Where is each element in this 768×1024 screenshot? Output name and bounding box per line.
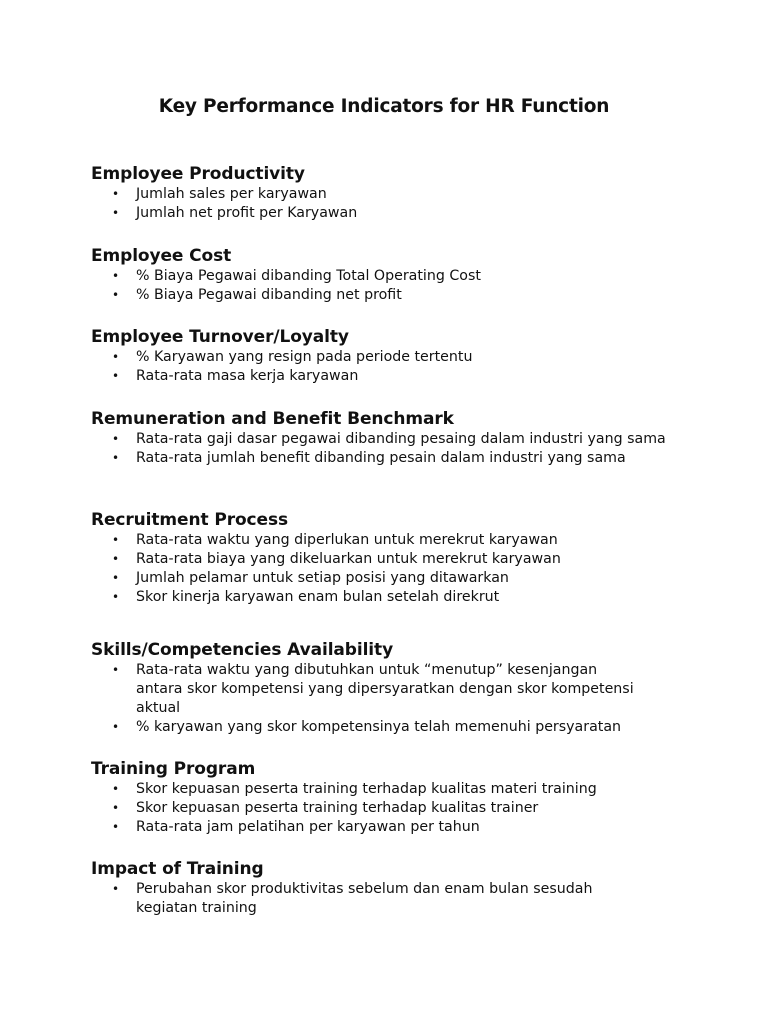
- list-item-text: Rata-rata waktu yang dibutuhkan untuk “menutup” kesenjangan antara skor kompetensi yang dipersyaratkan dengan skor kompetensi aktual: [136, 662, 634, 716]
- section-heading: Impact of Training: [91, 859, 264, 879]
- bullet-icon: •: [112, 288, 120, 302]
- list-item: [91, 661, 636, 718]
- section-skills-competencies: [91, 639, 691, 737]
- section-employee-productivity: [91, 163, 691, 223]
- bullet-icon: •: [112, 269, 120, 283]
- bullet-list: [91, 880, 691, 918]
- bullet-list: [91, 661, 691, 737]
- bullet-icon: •: [112, 432, 120, 446]
- bullet-icon: •: [112, 801, 120, 815]
- bullet-icon: •: [112, 782, 120, 796]
- section-heading: Employee Productivity: [91, 164, 305, 184]
- bullet-list: [91, 780, 691, 837]
- list-item: [91, 449, 678, 468]
- section-recruitment-process: [91, 509, 691, 607]
- list-item-text: Perubahan skor produktivitas sebelum dan enam bulan sesudah kegiatan training: [136, 881, 593, 916]
- list-item: [91, 348, 678, 367]
- bullet-list: [91, 348, 691, 386]
- section-heading: Recruitment Process: [91, 510, 288, 530]
- list-item: [91, 185, 678, 204]
- list-item-text: % Karyawan yang resign pada periode tertentu: [136, 349, 473, 365]
- bullet-icon: •: [112, 571, 120, 585]
- list-item-text: Rata-rata masa kerja karyawan: [136, 368, 359, 384]
- section-employee-cost: [91, 245, 691, 305]
- list-item: [91, 550, 678, 569]
- list-item: [91, 204, 678, 223]
- list-item-text: Jumlah pelamar untuk setiap posisi yang ditawarkan: [136, 570, 509, 586]
- bullet-list: [91, 185, 691, 223]
- bullet-icon: •: [112, 369, 120, 383]
- bullet-icon: •: [112, 820, 120, 834]
- section-remuneration-benchmark: [91, 408, 691, 468]
- section-heading: Training Program: [91, 759, 256, 779]
- bullet-list: [91, 430, 691, 468]
- list-item: [91, 531, 678, 550]
- bullet-icon: •: [112, 663, 120, 677]
- section-training-program: [91, 758, 691, 837]
- section-impact-of-training: [91, 858, 691, 918]
- list-item: [91, 818, 678, 837]
- list-item: [91, 367, 678, 386]
- section-heading: Employee Cost: [91, 246, 232, 266]
- list-item-text: Skor kepuasan peserta training terhadap kualitas materi training: [136, 781, 597, 797]
- bullet-icon: •: [112, 187, 120, 201]
- list-item-text: Jumlah sales per karyawan: [136, 186, 327, 202]
- list-item: [91, 286, 678, 305]
- list-item-text: Rata-rata gaji dasar pegawai dibanding pesaing dalam industri yang sama: [136, 431, 666, 447]
- bullet-icon: •: [112, 552, 120, 566]
- list-item-text: % Biaya Pegawai dibanding net profit: [136, 287, 402, 303]
- list-item: [91, 430, 678, 449]
- bullet-icon: •: [112, 451, 120, 465]
- bullet-icon: •: [112, 590, 120, 604]
- list-item: [91, 880, 636, 918]
- list-item: [91, 718, 696, 737]
- bullet-list: [91, 531, 691, 607]
- list-item: [91, 780, 678, 799]
- list-item: [91, 569, 678, 588]
- bullet-icon: •: [112, 533, 120, 547]
- list-item-text: Skor kepuasan peserta training terhadap kualitas trainer: [136, 800, 539, 816]
- list-item-text: Rata-rata waktu yang diperlukan untuk merekrut karyawan: [136, 532, 558, 548]
- bullet-icon: •: [112, 882, 120, 896]
- list-item: [91, 267, 678, 286]
- bullet-icon: •: [112, 206, 120, 220]
- section-employee-turnover: [91, 326, 691, 386]
- bullet-list: [91, 267, 691, 305]
- list-item-text: Jumlah net profit per Karyawan: [136, 205, 358, 221]
- list-item-text: % karyawan yang skor kompetensinya telah memenuhi persyaratan: [136, 719, 622, 735]
- list-item-text: Skor kinerja karyawan enam bulan setelah direkrut: [136, 589, 500, 605]
- list-item-text: Rata-rata jumlah benefit dibanding pesain dalam industri yang sama: [136, 450, 626, 466]
- list-item: [91, 799, 678, 818]
- list-item-text: Rata-rata biaya yang dikeluarkan untuk merekrut karyawan: [136, 551, 561, 567]
- document-title: Key Performance Indicators for HR Function: [158, 96, 610, 117]
- list-item-text: % Biaya Pegawai dibanding Total Operating Cost: [136, 268, 481, 284]
- bullet-icon: •: [112, 350, 120, 364]
- section-heading: Skills/Competencies Availability: [91, 640, 394, 660]
- section-heading: Remuneration and Benefit Benchmark: [91, 409, 454, 429]
- bullet-icon: •: [112, 720, 120, 734]
- section-heading: Employee Turnover/Loyalty: [91, 327, 349, 347]
- list-item: [91, 588, 678, 607]
- list-item-text: Rata-rata jam pelatihan per karyawan per tahun: [136, 819, 480, 835]
